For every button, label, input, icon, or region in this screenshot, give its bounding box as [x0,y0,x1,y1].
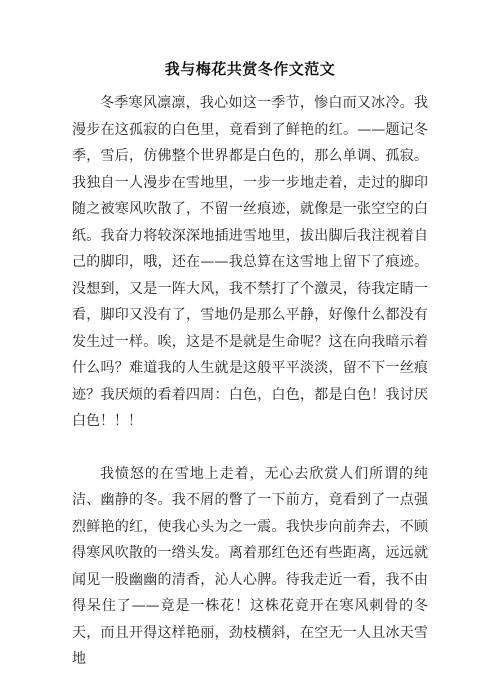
paragraph-2: 我愤怒的在雪地上走着，无心去欣赏人们所谓的纯洁、幽静的冬。我不屑的瞥了一下前方，竟看到了一点强烈鲜艳的红，使我心头为之一震。我快步向前奔去，不顾得寒风吹散的一绺头发。离着那红色还有些距离，远远就闻见一股幽幽的清香，沁人心脾。待我走近一看，我不由得呆住了——竟是一株花！这株花竟开在寒风刺骨的冬天，而且开得这样艳丽，劲枝横斜，在空无一人且冰天雪地 [72,465,428,667]
document-title: 我与梅花共赏冬作文范文 [164,60,336,78]
paragraph-1: 冬季寒风凛凛，我心如这一季节，惨白而又冰冷。我漫步在这孤寂的白色里，竟看到了鲜艳的红。——题记冬季，雪后，仿佛整个世界都是白色的，那么单调、孤寂。我独自一人漫步在雪地里，一步一步地走着，走过的脚印随之被寒风吹散了，不留一丝痕迹，就像是一张空空的白纸。我奋力将较深深地插进雪地里，拔出脚后我注视着自己的脚印，哦，还在——我总算在这雪地上留下了痕迹。没想到，又是一阵大风，我不禁打了个激灵，待我定睛一看，脚印又没有了，雪地仍是那么平静，好像什么都没有发生过一样。唉，这是不是就是生命呢？这在向我暗示着什么吗？难道我的人生就是这般平平淡淡，留不下一丝痕迹？我厌烦的看着四周：白色，白色，都是白色！我讨厌白色！！！ [72,95,428,429]
